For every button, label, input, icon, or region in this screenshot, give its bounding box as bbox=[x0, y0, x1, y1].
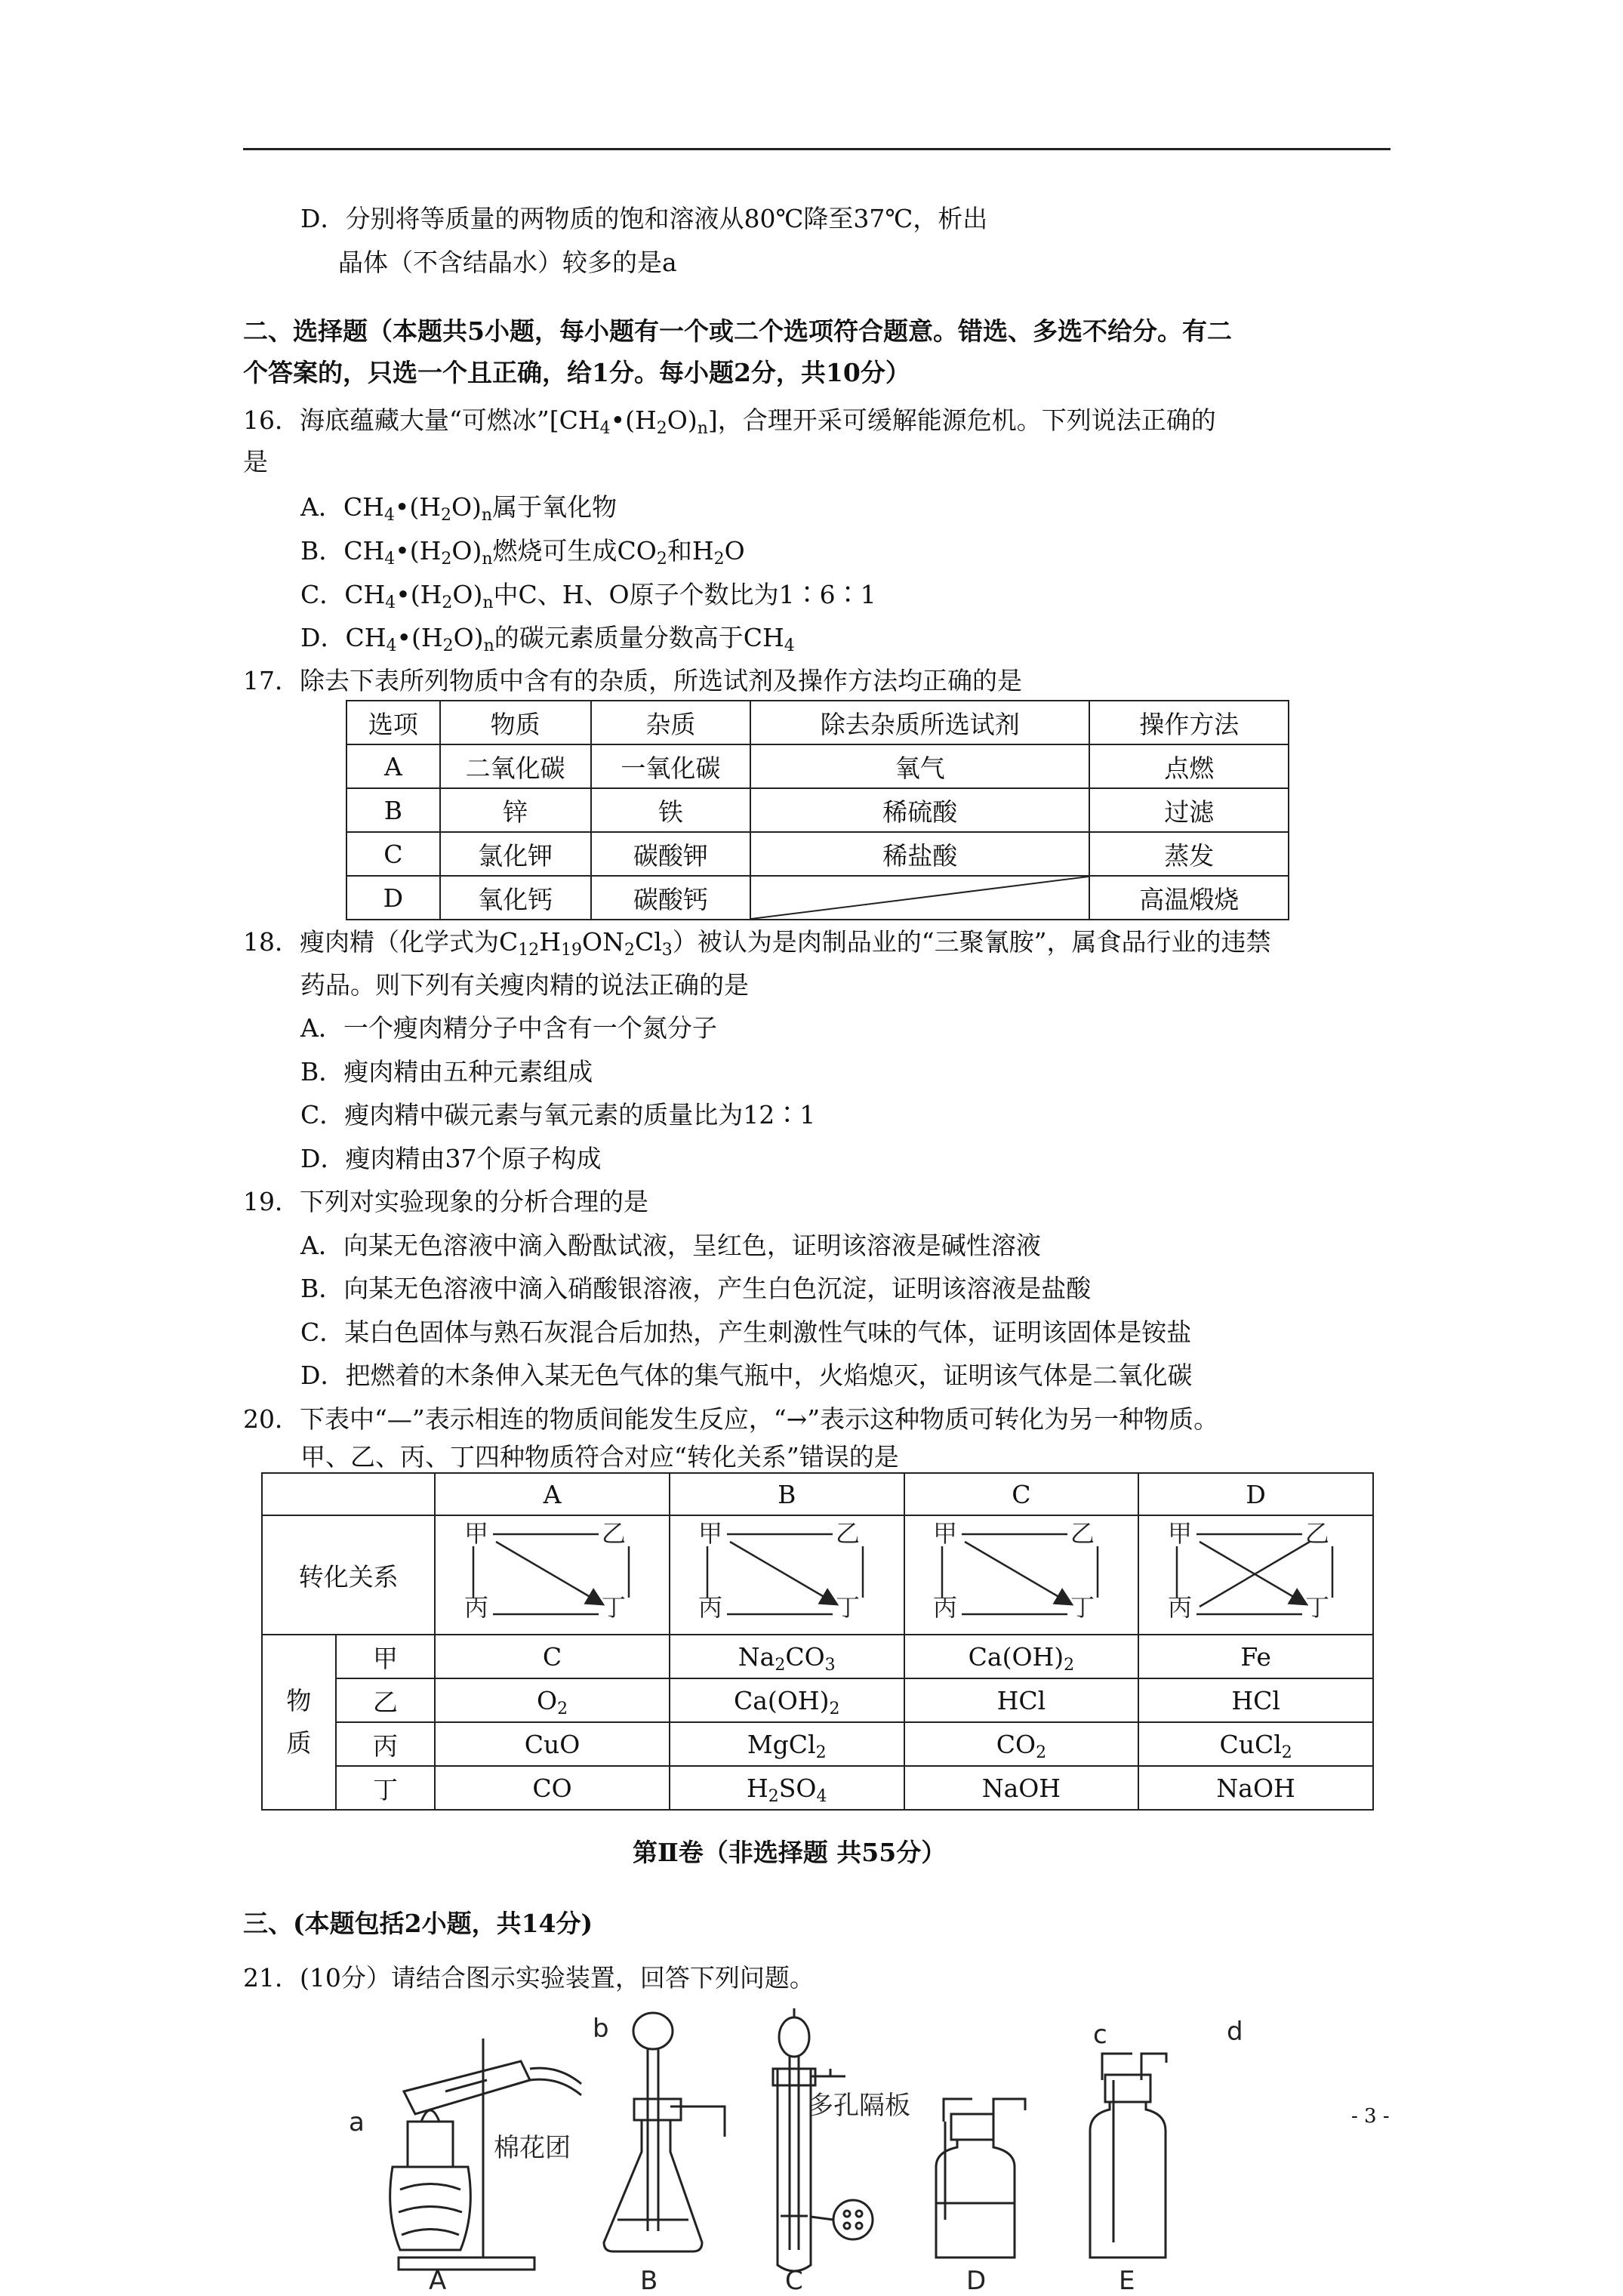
relation-diagram-d-svg bbox=[1162, 1519, 1350, 1625]
q17-header-cell: 选项 bbox=[346, 701, 440, 744]
formula-subscript: 3 bbox=[824, 1655, 836, 1675]
q17-table-header bbox=[346, 701, 1289, 744]
header-rule bbox=[243, 148, 1390, 150]
formula-text: MgCl bbox=[747, 1729, 816, 1759]
formula-text: HCl bbox=[996, 1685, 1046, 1715]
q20-cell bbox=[435, 1635, 670, 1678]
q16-option-c: C．$CH_4•(H_2O)_n$中C、H、O原子个数比为1∶6∶1 bbox=[300, 580, 876, 612]
q20-cell bbox=[670, 1635, 904, 1678]
q16-option-d: D．$CH_4•(H_2O)_n$的碳元素质量分数高于$CH_4$ bbox=[300, 623, 795, 655]
q20-cell bbox=[1138, 1766, 1373, 1810]
q18-option-a: A．一个瘦肉精分子中含有一个氮分子 bbox=[300, 1013, 717, 1043]
section2-heading-line1: 二、选择题（本题共5小题，每小题有一个或二个选项符合题意。错选、多选不给分。有二 bbox=[243, 316, 1232, 346]
formula-subscript: 2 bbox=[829, 1699, 840, 1718]
q18-option-c: C．瘦肉精中碳元素与氧元素的质量比为12∶1 bbox=[300, 1100, 816, 1130]
relation-node-label: 丁 bbox=[836, 1593, 861, 1622]
apparatus-c bbox=[773, 2008, 873, 2271]
formula-subscript: 2 bbox=[768, 1786, 779, 1806]
q20-table bbox=[261, 1472, 1374, 1811]
q17-header-cell: 操作方法 bbox=[1089, 701, 1289, 744]
q19-option-d: D．把燃着的木条伸入某无色气体的集气瓶中，火焰熄灭，证明该气体是二氧化碳 bbox=[300, 1361, 1193, 1390]
q20-cell bbox=[1138, 1678, 1373, 1722]
q17-header-cell: 杂质 bbox=[591, 701, 751, 744]
table-row bbox=[346, 832, 1289, 876]
relation-arrow bbox=[730, 1542, 836, 1604]
relation-node-label: 丁 bbox=[1070, 1593, 1095, 1622]
q17-cell: C bbox=[346, 832, 440, 876]
relation-diagram-a bbox=[435, 1515, 670, 1635]
q17-cell: 二氧化碳 bbox=[440, 744, 591, 788]
q18-option-b: B．瘦肉精由五种元素组成 bbox=[300, 1057, 593, 1086]
formula-subscript: 2 bbox=[1281, 1743, 1292, 1762]
relation-diagram-c-svg bbox=[927, 1519, 1116, 1625]
relation-node-label: 甲 bbox=[932, 1519, 957, 1548]
formula-text: CuO bbox=[524, 1729, 581, 1759]
formula-text: NaOH bbox=[1216, 1773, 1295, 1803]
caption-d: D bbox=[966, 2266, 987, 2291]
page-number: - 3 - bbox=[1351, 2105, 1390, 2128]
q20-col-header: A bbox=[435, 1473, 670, 1515]
q20-relation-row bbox=[262, 1515, 1373, 1635]
table-row bbox=[346, 788, 1289, 832]
caption-e: E bbox=[1119, 2266, 1135, 2291]
relation-node-label: 甲 bbox=[463, 1519, 488, 1548]
q20-material-label: 物质 bbox=[262, 1635, 336, 1810]
formula-subscript: 4 bbox=[816, 1786, 827, 1806]
q20-cell bbox=[904, 1678, 1139, 1722]
q16-stem-line2: 是 bbox=[243, 447, 268, 476]
formula-text: SO bbox=[778, 1773, 817, 1803]
q21-stem: 21．(10分）请结合图示实验装置，回答下列问题。 bbox=[243, 1963, 815, 1992]
relation-diagram-b-svg bbox=[692, 1519, 881, 1625]
label-cotton: 棉花团 bbox=[494, 2133, 571, 2163]
table-row bbox=[262, 1635, 1373, 1678]
q20-relation-label: 转化关系 bbox=[262, 1515, 435, 1635]
q20-cell bbox=[435, 1722, 670, 1766]
formula-text: O bbox=[537, 1685, 558, 1715]
q17-cell: 碳酸钙 bbox=[591, 876, 751, 920]
q20-col-header: B bbox=[670, 1473, 904, 1515]
formula-subscript: 2 bbox=[557, 1699, 568, 1718]
q20-cell bbox=[435, 1766, 670, 1810]
q17-cell: 高温煅烧 bbox=[1089, 876, 1289, 920]
label-a: a bbox=[349, 2107, 365, 2137]
q20-cell bbox=[435, 1678, 670, 1722]
table-row bbox=[346, 876, 1289, 920]
q20-cell bbox=[904, 1722, 1139, 1766]
relation-node-label: 丙 bbox=[1167, 1593, 1192, 1622]
relation-arrow bbox=[496, 1542, 602, 1604]
q19-option-c: C．某白色固体与熟石灰混合后加热，产生刺激性气味的气体，证明该固体是铵盐 bbox=[300, 1318, 1192, 1347]
q17-cell: 锌 bbox=[440, 788, 591, 832]
table-row bbox=[346, 744, 1289, 788]
label-b: b bbox=[593, 2014, 609, 2044]
relation-diagram-d bbox=[1138, 1515, 1373, 1635]
q17-stem: 17．除去下表所列物质中含有的杂质，所选试剂及操作方法均正确的是 bbox=[243, 666, 1022, 695]
q20-corner-cell bbox=[262, 1473, 435, 1515]
relation-node-label: 甲 bbox=[1167, 1519, 1192, 1548]
formula-text: CO bbox=[996, 1729, 1036, 1759]
apparatus-d bbox=[936, 2099, 1025, 2257]
diagonal-line bbox=[751, 877, 1089, 919]
formula-text: CO bbox=[785, 1641, 825, 1672]
formula-text: C bbox=[542, 1641, 562, 1672]
relation-diagram-c bbox=[904, 1515, 1139, 1635]
formula-subscript: 2 bbox=[1036, 1743, 1047, 1762]
q17-cell: 一氧化碳 bbox=[591, 744, 751, 788]
q20-cell bbox=[670, 1722, 904, 1766]
relation-node-label: 丙 bbox=[463, 1593, 488, 1622]
formula-text: Ca(OH) bbox=[968, 1641, 1064, 1672]
q17-cell: 稀盐酸 bbox=[750, 832, 1089, 876]
label-d: d bbox=[1227, 2017, 1243, 2047]
q17-cell: 点燃 bbox=[1089, 744, 1289, 788]
q20-cell bbox=[670, 1678, 904, 1722]
table-row bbox=[262, 1678, 1373, 1722]
q19-option-b: B．向某无色溶液中滴入硝酸银溶液，产生白色沉淀，证明该溶液是盐酸 bbox=[300, 1274, 1092, 1303]
relation-node-label: 乙 bbox=[836, 1519, 861, 1548]
q20-row-label: 乙 bbox=[336, 1678, 436, 1722]
q20-cell bbox=[1138, 1722, 1373, 1766]
formula-text: HCl bbox=[1231, 1685, 1280, 1715]
relation-node-label: 乙 bbox=[1070, 1519, 1095, 1548]
q19-option-a: A．向某无色溶液中滴入酚酞试液，呈红色，证明该溶液是碱性溶液 bbox=[300, 1231, 1041, 1260]
formula-text: CuCl bbox=[1219, 1729, 1282, 1759]
relation-diagram-a-svg bbox=[458, 1519, 647, 1625]
q17-table bbox=[346, 700, 1289, 920]
q17-cell: 稀硫酸 bbox=[750, 788, 1089, 832]
q20-cell bbox=[904, 1635, 1139, 1678]
formula-text: H bbox=[746, 1773, 768, 1803]
formula-subscript: 2 bbox=[775, 1655, 786, 1675]
q15-option-d-line1: D．分别将等质量的两物质的饱和溶液从80℃降至37℃，析出 bbox=[300, 204, 988, 233]
q18-option-d: D．瘦肉精由37个原子构成 bbox=[300, 1144, 602, 1173]
formula-text: NaOH bbox=[981, 1773, 1061, 1803]
q17-cell: 氧化钙 bbox=[440, 876, 591, 920]
q17-cell: 过滤 bbox=[1089, 788, 1289, 832]
table-row bbox=[262, 1766, 1373, 1810]
q17-cell: D bbox=[346, 876, 440, 920]
caption-a: A bbox=[429, 2266, 447, 2291]
part2-title: 第Ⅱ卷（非选择题 共55分） bbox=[633, 1838, 947, 1867]
caption-b: B bbox=[640, 2266, 658, 2291]
relation-node-label: 乙 bbox=[601, 1519, 626, 1548]
label-porous-plate: 多孔隔板 bbox=[808, 2091, 910, 2121]
q20-header-row bbox=[262, 1473, 1373, 1515]
relation-arrow bbox=[1200, 1542, 1305, 1604]
q16-option-a: A．$CH_4•(H_2O)_n$属于氧化物 bbox=[300, 492, 617, 525]
q20-col-header: C bbox=[904, 1473, 1139, 1515]
q17-cell: 蒸发 bbox=[1089, 832, 1289, 876]
relation-diagram-b bbox=[670, 1515, 904, 1635]
q16-stem-line1: 16．海底蕴藏大量“可燃冰$”[CH_4•(H_2O)_n]$，合理开采可缓解能源危机。下列说法正确的 bbox=[243, 405, 1216, 438]
label-c: c bbox=[1093, 2020, 1107, 2050]
relation-arrow bbox=[965, 1542, 1070, 1604]
q17-cell: 铁 bbox=[591, 788, 751, 832]
q17-cell: 氯化钾 bbox=[440, 832, 591, 876]
relation-node-label: 丁 bbox=[601, 1593, 626, 1622]
q19-stem: 19．下列对实验现象的分析合理的是 bbox=[243, 1187, 648, 1216]
formula-subscript: 2 bbox=[1064, 1655, 1075, 1675]
q15-option-d-line2: 晶体（不含结晶水）较多的是a bbox=[338, 248, 677, 277]
relation-node-label: 丁 bbox=[1304, 1593, 1329, 1622]
section3-heading: 三、(本题包括2小题，共14分) bbox=[243, 1909, 593, 1938]
relation-node-label: 甲 bbox=[698, 1519, 723, 1548]
q20-cell bbox=[904, 1766, 1139, 1810]
formula-subscript: 2 bbox=[815, 1743, 827, 1762]
table-row bbox=[262, 1722, 1373, 1766]
q17-header-cell: 除去杂质所选试剂 bbox=[750, 701, 1089, 744]
relation-node-label: 丙 bbox=[698, 1593, 723, 1622]
q20-cell bbox=[670, 1766, 904, 1810]
relation-node-label: 乙 bbox=[1304, 1519, 1329, 1548]
relation-node-label: 丙 bbox=[932, 1593, 957, 1622]
caption-c: C bbox=[785, 2266, 803, 2291]
apparatus-figure bbox=[332, 2008, 1329, 2291]
q20-stem-line2: 甲、乙、丙、丁四种物质符合对应“转化关系”错误的是 bbox=[300, 1442, 899, 1472]
q17-cell: 氧气 bbox=[750, 744, 1089, 788]
q17-cell: A bbox=[346, 744, 440, 788]
q20-row-label: 丁 bbox=[336, 1766, 436, 1810]
q18-stem-line1: 18．瘦肉精（化学式为$C_{12}H_{19}ON_2Cl_3$）被认为是肉制品业的“三聚氰胺”，属食品行业的违禁 bbox=[243, 927, 1271, 960]
q20-row-label: 甲 bbox=[336, 1635, 436, 1678]
apparatus-b bbox=[604, 2013, 725, 2251]
formula-text: Fe bbox=[1240, 1641, 1271, 1672]
q16-option-b: B．$CH_4•(H_2O)_n$燃烧可生成$CO_2$和$H_2O$ bbox=[300, 536, 745, 569]
q20-col-header: D bbox=[1138, 1473, 1373, 1515]
q17-diagonal-cell bbox=[750, 876, 1089, 920]
formula-text: CO bbox=[532, 1773, 572, 1803]
q20-stem-line1: 20．下表中“—”表示相连的物质间能发生反应，“→”表示这种物质可转化为另一种物质。 bbox=[243, 1404, 1219, 1434]
section2-heading-line2: 个答案的，只选一个且正确，给1分。每小题2分，共10分） bbox=[243, 358, 910, 387]
q17-cell: B bbox=[346, 788, 440, 832]
q17-header-cell: 物质 bbox=[440, 701, 591, 744]
q20-cell bbox=[1138, 1635, 1373, 1678]
formula-text: Ca(OH) bbox=[733, 1685, 830, 1715]
formula-text: Na bbox=[738, 1641, 775, 1672]
q20-row-label: 丙 bbox=[336, 1722, 436, 1766]
q17-cell: 碳酸钾 bbox=[591, 832, 751, 876]
q18-stem-line2: 药品。则下列有关瘦肉精的说法正确的是 bbox=[300, 970, 749, 1000]
apparatus-e bbox=[1090, 2054, 1166, 2257]
